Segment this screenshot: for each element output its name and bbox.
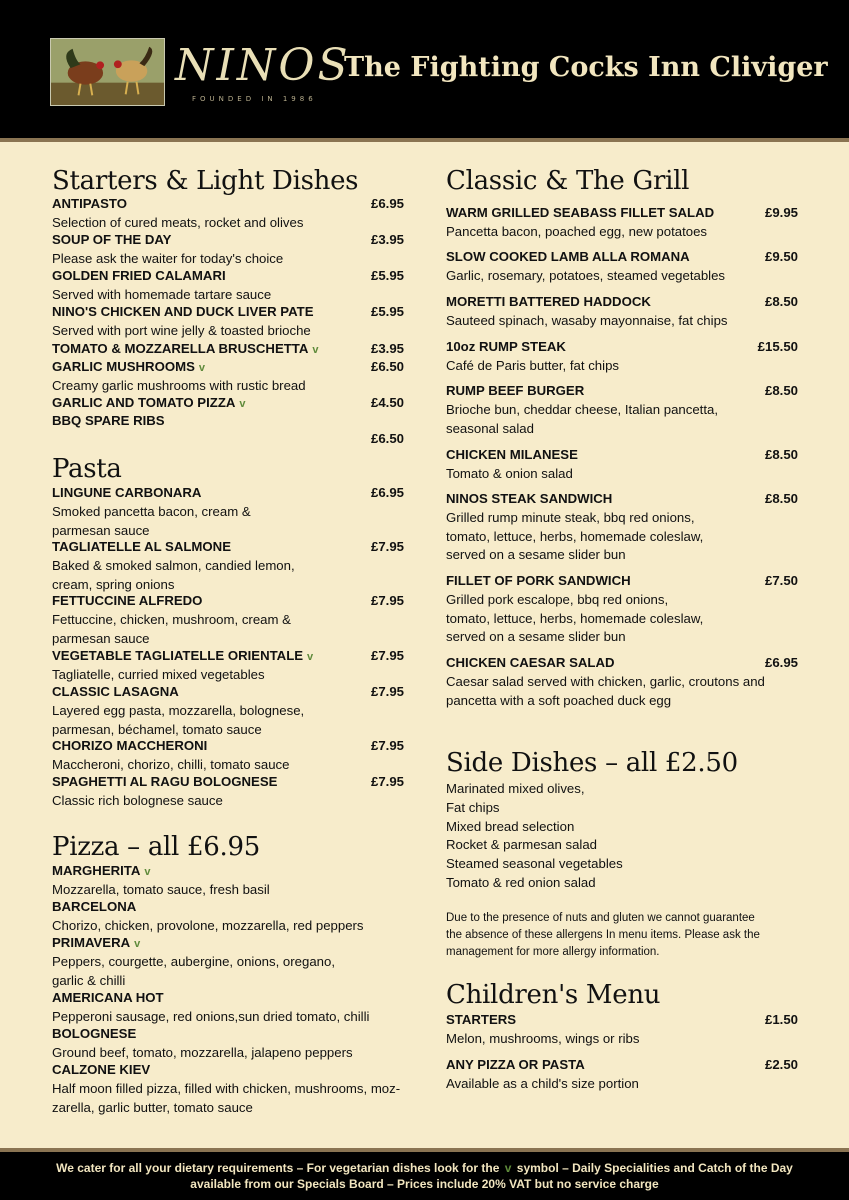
item-name: VEGETABLE TAGLIATELLE ORIENTALE v <box>52 648 314 663</box>
sides-heading: Side Dishes – all £2.50 <box>446 748 738 778</box>
item-price: £7.95 <box>370 684 404 699</box>
menu-item <box>52 359 404 396</box>
vegetarian-mark: v <box>239 398 246 410</box>
item-description: Garlic, rosemary, potatoes, steamed vegetables <box>446 268 726 283</box>
item-name: ANY PIZZA OR PASTA <box>446 1057 585 1072</box>
item-name: PRIMAVERA v <box>52 935 141 950</box>
item-description: Grilled rump minute steak, bbq red onions, <box>446 510 695 525</box>
founded-tagline: FOUNDED IN 1986 <box>192 95 317 103</box>
item-name: GARLIC AND TOMATO PIZZA v <box>52 395 246 410</box>
item-price: £6.95 <box>370 196 404 211</box>
pizza-heading: Pizza – all £6.95 <box>52 832 260 862</box>
item-description: Maccheroni, chorizo, chilli, tomato sauce <box>52 757 290 772</box>
item-name: SLOW COOKED LAMB ALLA ROMANA <box>446 249 690 264</box>
item-description: tomato, lettuce, herbs, homemade coleslaw, <box>446 610 704 626</box>
item-description: Chorizo, chicken, provolone, mozzarella, red peppers <box>52 918 364 933</box>
item-description: Ground beef, tomato, mozzarella, jalapeno peppers <box>52 1045 353 1060</box>
item-name: CHICKEN CAESAR SALAD <box>446 655 615 670</box>
item-price: £7.95 <box>370 648 404 663</box>
item-price: £7.95 <box>370 593 404 608</box>
item-description: parmesan sauce <box>52 630 150 646</box>
footer-notice: We cater for all your dietary requirements – For vegetarian dishes look for the v symbol – Daily Specialities and Catch of the Day available from our Specials Board – Prices include 20% VAT but no service charge <box>56 1161 793 1191</box>
item-name: NINOS STEAK SANDWICH <box>446 491 613 506</box>
item-price: £7.95 <box>370 539 404 554</box>
item-description: Creamy garlic mushrooms with rustic bread <box>52 378 306 393</box>
item-name: FILLET OF PORK SANDWICH <box>446 573 631 588</box>
menu-item <box>52 684 404 739</box>
list-item: Fat chips <box>446 799 500 815</box>
item-name: MARGHERITA v <box>52 863 151 878</box>
grill-heading: Classic & The Grill <box>446 166 690 196</box>
item-description: Peppers, courgette, aubergine, onions, oregano, <box>52 954 335 969</box>
item-description: Selection of cured meats, rocket and olives <box>52 215 304 230</box>
menu-item <box>52 990 404 1027</box>
vegetarian-mark: v <box>312 344 319 356</box>
list-item: Tomato & red onion salad <box>446 874 596 890</box>
item-name: MORETTI BATTERED HADDOCK <box>446 294 651 309</box>
menu-item <box>446 205 798 242</box>
item-name: RUMP BEEF BURGER <box>446 383 585 398</box>
item-price: £8.50 <box>764 383 798 398</box>
item-description: Baked & smoked salmon, candied lemon, <box>52 558 295 573</box>
item-name: 10oz RUMP STEAK <box>446 339 566 354</box>
item-description: parmesan, béchamel, tomato sauce <box>52 721 262 737</box>
list-item: Marinated mixed olives, <box>446 781 585 796</box>
menu-item <box>52 648 404 685</box>
menu-item <box>446 294 798 331</box>
menu-item <box>52 341 404 359</box>
item-price: £8.50 <box>764 491 798 506</box>
menu-item <box>52 899 404 936</box>
item-name: ANTIPASTO <box>52 196 127 211</box>
menu-item <box>52 539 404 594</box>
item-description: parmesan sauce <box>52 522 150 538</box>
item-description: Tagliatelle, curried mixed vegetables <box>52 667 265 682</box>
list-item: Rocket & parmesan salad <box>446 837 597 853</box>
item-description: Classic rich bolognese sauce <box>52 793 223 808</box>
item-name: AMERICANA HOT <box>52 990 164 1005</box>
item-name: BARCELONA <box>52 899 137 914</box>
starters-heading: Starters & Light Dishes <box>52 166 359 196</box>
item-name: FETTUCCINE ALFREDO <box>52 593 203 608</box>
menu-item <box>52 413 404 449</box>
item-description: tomato, lettuce, herbs, homemade coleslaw, <box>446 528 704 544</box>
item-description: Sauteed spinach, wasaby mayonnaise, fat chips <box>446 313 728 328</box>
item-name: TOMATO & MOZZARELLA BRUSCHETTA v <box>52 341 319 356</box>
item-price: £6.50 <box>370 431 404 446</box>
menu-item <box>446 249 798 286</box>
item-name: CHORIZO MACCHERONI <box>52 738 208 753</box>
brand-logo: NINOS <box>175 40 351 91</box>
menu-item <box>446 1057 798 1094</box>
list-item: Steamed seasonal vegetables <box>446 856 623 872</box>
menu-item <box>52 232 404 269</box>
item-description: Half moon filled pizza, filled with chicken, mushrooms, moz- <box>52 1081 401 1096</box>
item-description: Brioche bun, cheddar cheese, Italian pancetta, <box>446 402 718 417</box>
item-price: £5.95 <box>370 268 404 283</box>
item-description: served on a sesame slider bun <box>446 547 626 562</box>
item-name: BOLOGNESE <box>52 1026 137 1041</box>
item-name: GOLDEN FRIED CALAMARI <box>52 268 226 283</box>
menu-item <box>52 304 404 341</box>
item-price: £8.50 <box>764 447 798 462</box>
item-price: £6.95 <box>764 655 798 670</box>
item-name: CALZONE KIEV <box>52 1062 151 1077</box>
menu-item <box>52 395 404 413</box>
vegetarian-mark: v <box>504 1161 512 1175</box>
item-name: STARTERS <box>446 1012 517 1027</box>
item-description: Caesar salad served with chicken, garlic, croutons and <box>446 674 765 689</box>
pasta-heading: Pasta <box>52 454 122 484</box>
item-description: Smoked pancetta bacon, cream & <box>52 504 251 519</box>
item-name: LINGUNE CARBONARA <box>52 485 202 500</box>
item-description: Available as a child's size portion <box>446 1076 639 1091</box>
item-name: CHICKEN MILANESE <box>446 447 578 462</box>
item-description: Tomato & onion salad <box>446 466 573 481</box>
footer-bar <box>0 1152 849 1200</box>
menu-item <box>52 738 404 775</box>
item-price: £7.95 <box>370 738 404 753</box>
item-price: £7.95 <box>370 774 404 789</box>
item-description: served on a sesame slider bun <box>446 629 626 644</box>
menu-item <box>446 491 798 565</box>
item-name: BBQ SPARE RIBS <box>52 413 165 428</box>
item-name: CLASSIC LASAGNA <box>52 684 179 699</box>
menu-item <box>446 1012 798 1049</box>
menu-item <box>52 774 404 811</box>
vegetarian-mark: v <box>198 362 205 374</box>
item-price: £6.50 <box>370 359 404 374</box>
item-price: £8.50 <box>764 294 798 309</box>
left-column <box>52 0 404 1148</box>
menu-item <box>52 593 404 648</box>
menu-item <box>52 935 404 990</box>
item-description: Fettuccine, chicken, mushroom, cream & <box>52 612 291 627</box>
childrens-heading: Children's Menu <box>446 980 661 1010</box>
menu-item <box>52 1026 404 1063</box>
menu-item <box>52 196 404 233</box>
item-description: cream, spring onions <box>52 576 175 592</box>
item-description: Served with homemade tartare sauce <box>52 287 272 302</box>
menu-item <box>446 655 798 710</box>
item-name: GARLIC MUSHROOMS v <box>52 359 205 374</box>
item-description: seasonal salad <box>446 420 534 436</box>
item-name: TAGLIATELLE AL SALMONE <box>52 539 231 554</box>
item-description: Pepperoni sausage, red onions,sun dried tomato, chilli <box>52 1009 370 1024</box>
item-name: NINO'S CHICKEN AND DUCK LIVER PATE <box>52 304 314 319</box>
item-price: £9.95 <box>764 205 798 220</box>
item-price: £4.50 <box>370 395 404 410</box>
item-description: garlic & chilli <box>52 972 126 988</box>
item-price: £1.50 <box>764 1012 798 1027</box>
item-price: £5.95 <box>370 304 404 319</box>
item-description: Melon, mushrooms, wings or ribs <box>446 1031 640 1046</box>
menu-item <box>52 1062 404 1117</box>
page-title: The Fighting Cocks Inn Cliviger <box>344 52 828 83</box>
list-item: Mixed bread selection <box>446 818 575 834</box>
item-price: £2.50 <box>764 1057 798 1072</box>
menu-item <box>52 268 404 305</box>
item-description: Layered egg pasta, mozzarella, bolognese, <box>52 703 305 718</box>
item-name: WARM GRILLED SEABASS FILLET SALAD <box>446 205 715 220</box>
item-price: £7.50 <box>764 573 798 588</box>
item-description: Grilled pork escalope, bbq red onions, <box>446 592 669 607</box>
item-name: SPAGHETTI AL RAGU BOLOGNESE <box>52 774 278 789</box>
item-description: Served with port wine jelly & toasted brioche <box>52 323 311 338</box>
allergy-notice: Due to the presence of nuts and gluten we cannot guarantee the absence of these allergens In menu items. Please ask the management for more allergy information. <box>446 912 760 958</box>
item-name: SOUP OF THE DAY <box>52 232 172 247</box>
menu-item <box>446 339 798 376</box>
item-price: £3.95 <box>370 341 404 356</box>
item-price: £3.95 <box>370 232 404 247</box>
item-price: £15.50 <box>757 339 798 354</box>
vegetarian-mark: v <box>134 938 141 950</box>
item-description: Café de Paris butter, fat chips <box>446 358 619 373</box>
menu-item <box>446 383 798 438</box>
vegetarian-mark: v <box>144 866 151 878</box>
menu-item <box>446 447 798 484</box>
menu-item <box>446 573 798 647</box>
item-description: Pancetta bacon, poached egg, new potatoes <box>446 224 708 239</box>
right-column <box>446 0 798 1148</box>
item-description: pancetta with a soft poached duck egg <box>446 692 672 708</box>
menu-item <box>52 485 404 540</box>
item-price: £9.50 <box>764 249 798 264</box>
item-price: £6.95 <box>370 485 404 500</box>
item-description: Mozzarella, tomato sauce, fresh basil <box>52 882 270 897</box>
item-description: Please ask the waiter for today's choice <box>52 251 284 266</box>
item-description: zarella, garlic butter, tomato sauce <box>52 1099 253 1115</box>
vegetarian-mark: v <box>307 651 314 663</box>
menu-item <box>52 863 404 900</box>
sides-list <box>446 780 798 893</box>
